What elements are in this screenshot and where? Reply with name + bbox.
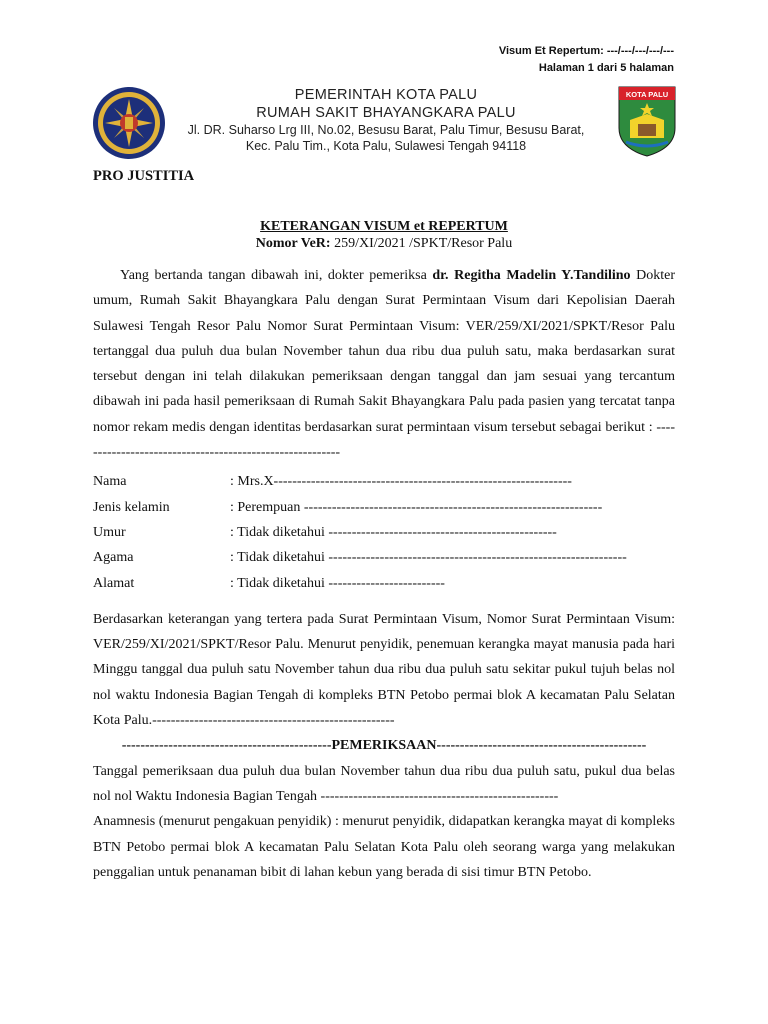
address-line-1: Jl. DR. Suharso Lrg III, No.02, Besusu Barat, Palu Timur, Besusu Barat,	[187, 123, 585, 137]
kota-palu-shield-logo	[616, 84, 678, 158]
identity-row	[93, 571, 675, 596]
identity-label: Nama	[93, 474, 127, 490]
shield-label: KOTA PALU	[625, 90, 669, 99]
page-indicator: Halaman 1 dari 5 halaman	[538, 62, 674, 74]
anamnesis-paragraph: Anamnesis (menurut pengakuan penyidik) : menurut penyidik, didapatkan kerangka mayat di kompleks BTN Petobo permai blok A kecamatan Palu Selatan Kota Palu oleh seorang warga yang melakukan penggalian untuk penanaman bibit di lahan kebun yang berada di sisi timur BTN Petobo.	[93, 814, 675, 880]
identity-value: : Tidak diketahui -------------------------------------------------	[230, 524, 557, 540]
pemeriksaan-heading	[93, 733, 675, 758]
document-title: KETERANGAN VISUM et REPERTUM	[260, 219, 508, 234]
identity-label: Agama	[93, 550, 134, 566]
identity-row	[93, 545, 675, 570]
intro-paragraph	[93, 263, 675, 465]
tanggal-pemeriksaan-paragraph: Tanggal pemeriksaan dua puluh dua bulan November tahun dua ribu dua puluh satu, pukul dua belas nol nol Waktu Indonesia Bagian Tengah ---------------------------------------------------	[93, 763, 675, 804]
visum-reference: Visum Et Repertum: ---/---/---/---/---	[498, 45, 674, 57]
pemeriksaan-heading-text: ---------------------------------------------PEMERIKSAAN---------------------------------------------	[121, 738, 647, 754]
document-body	[93, 263, 675, 885]
identity-value: : Perempuan ----------------------------------------------------------------	[230, 499, 603, 515]
pro-justitia: PRO JUSTITIA	[93, 168, 195, 184]
identity-row	[93, 495, 675, 520]
document-number	[93, 235, 675, 252]
letterhead	[166, 86, 606, 154]
document-title-block	[93, 218, 675, 252]
government-name: PEMERINTAH KOTA PALU	[294, 87, 478, 103]
identity-label: Jenis kelamin	[93, 499, 170, 515]
identity-value: : Tidak diketahui -------------------------	[230, 575, 445, 591]
identity-value: : Mrs.X----------------------------------------------------------------	[230, 474, 572, 490]
identity-label: Umur	[93, 524, 126, 540]
document-reference	[499, 43, 674, 77]
identity-row	[93, 520, 675, 545]
keterangan-paragraph: Berdasarkan keterangan yang tertera pada Surat Permintaan Visum, Nomor Surat Permintaan Visum: VER/259/XI/2021/SPKT/Resor Palu. Menurut penyidik, penemuan kerangka mayat manusia pada hari Minggu tanggal dua puluh satu November tahun dua ribu dua puluh satu sekitar pukul tujuh belas nol nol waktu Indonesia Bagian Tengah di kompleks BTN Petobo permai blok A kecamatan Palu Selatan Kota Palu.----------------------------------------------------	[93, 611, 675, 729]
document-number-label: Nomor VeR:	[255, 236, 331, 251]
doctor-name: dr. Regitha Madelin Y.Tandilino	[432, 268, 631, 283]
intro-text-rest: Dokter umum, Rumah Sakit Bhayangkara Palu dengan Surat Permintaan Visum dari Kepolisian Daerah Sulawesi Tengah Resor Palu Nomor Surat Permintaan Visum: VER/259/XI/2021/SPKT/Resor Palu tertanggal dua puluh dua bulan November tahun dua ribu dua puluh satu, maka berdasarkan surat tersebut dengan ini telah dilakukan pemeriksaan dengan tanggal dan jam sesuai yang tercantum dibawah ini pada hasil pemeriksaan di Rumah Sakit Bhayangkara Palu pada pasien yang tercatat tanpa nomor rekam medis dengan identitas berdasarkan surat permintaan visum tersebut sebagai berikut : ---------------------------------------------------------	[93, 268, 675, 461]
document-number-value: 259/XI/2021 /SPKT/Resor Palu	[330, 236, 513, 251]
identity-label: Alamat	[93, 575, 135, 591]
police-emblem-logo	[92, 86, 166, 160]
intro-text: Yang bertanda tangan dibawah ini, dokter pemeriksa	[120, 268, 433, 283]
identity-list	[93, 469, 675, 595]
hospital-name: RUMAH SAKIT BHAYANGKARA PALU	[256, 105, 516, 121]
identity-value: : Tidak diketahui ----------------------------------------------------------------	[230, 550, 627, 566]
address-line-2: Kec. Palu Tim., Kota Palu, Sulawesi Tengah 94118	[245, 139, 527, 153]
identity-row	[93, 469, 675, 494]
